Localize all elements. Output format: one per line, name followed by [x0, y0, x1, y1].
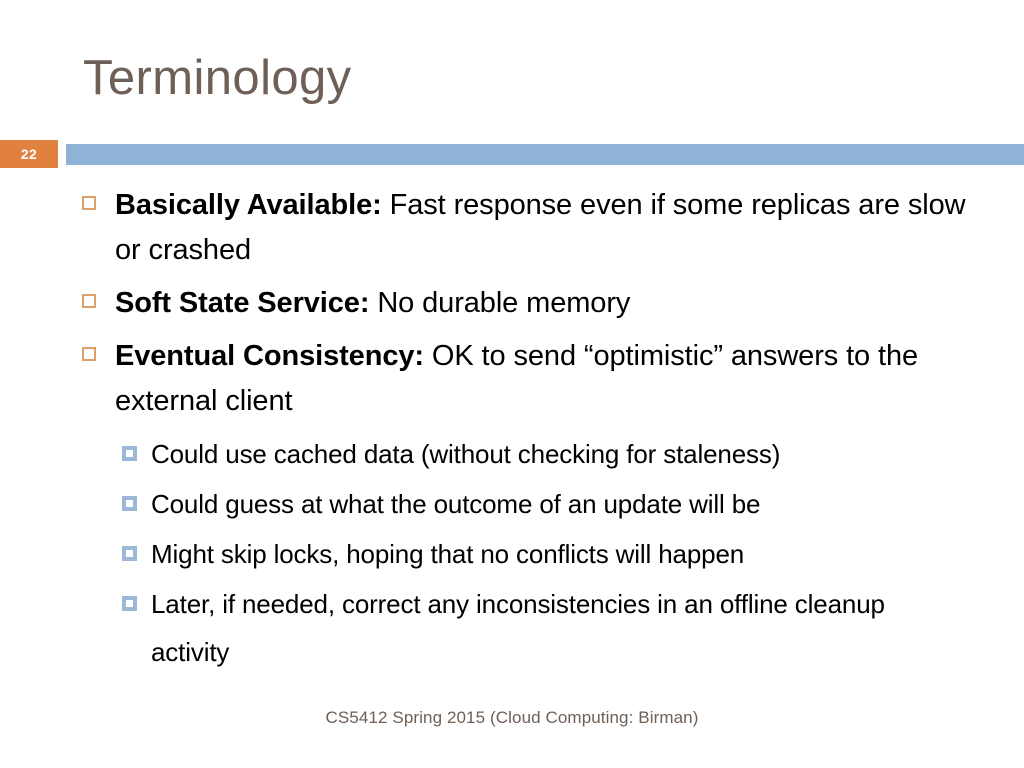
list-item — [0, 530, 1024, 578]
list-item — [0, 580, 1024, 676]
bullet-separator: : — [414, 340, 432, 372]
sub-bullet-text: Could use cached data (without checking for staleness) — [151, 439, 781, 469]
sub-list — [0, 430, 1024, 676]
bullet-term: Eventual Consistency — [115, 340, 415, 372]
list-item — [0, 183, 1024, 273]
page-number-badge — [0, 140, 58, 168]
bullet-text: OK to send “optimistic” answers to the external client — [115, 340, 919, 417]
square-bullet-icon — [82, 196, 96, 210]
sub-bullet-text: Could guess at what the outcome of an update will be — [151, 489, 761, 519]
bullet-term: Basically Available — [115, 189, 373, 221]
square-bullet-icon — [82, 347, 96, 361]
page-title: Terminology — [83, 51, 352, 105]
list-item — [0, 334, 1024, 424]
filled-square-bullet-icon — [122, 446, 137, 461]
filled-square-bullet-icon — [122, 596, 137, 611]
list-item — [0, 281, 1024, 326]
slide-footer: CS5412 Spring 2015 (Cloud Computing: Birman) — [325, 708, 699, 727]
list-item — [0, 480, 1024, 528]
sub-bullet-text: Later, if needed, correct any inconsistencies in an offline cleanup activity — [151, 589, 885, 667]
page-number-label: 22 — [20, 146, 38, 162]
filled-square-bullet-icon — [122, 546, 137, 561]
header-divider-bar — [66, 144, 1024, 165]
bullet-separator: : — [359, 287, 378, 319]
slide-body — [0, 183, 1024, 678]
bullet-text: Fast response even if some replicas are slow or crashed — [115, 189, 966, 266]
list-item — [0, 430, 1024, 478]
square-bullet-icon — [82, 294, 96, 308]
bullet-separator: : — [372, 189, 390, 221]
bullet-text: No durable memory — [377, 287, 631, 319]
bullet-term: Soft State Service — [115, 287, 360, 319]
sub-bullet-text: Might skip locks, hoping that no conflicts will happen — [151, 539, 745, 569]
filled-square-bullet-icon — [122, 496, 137, 511]
